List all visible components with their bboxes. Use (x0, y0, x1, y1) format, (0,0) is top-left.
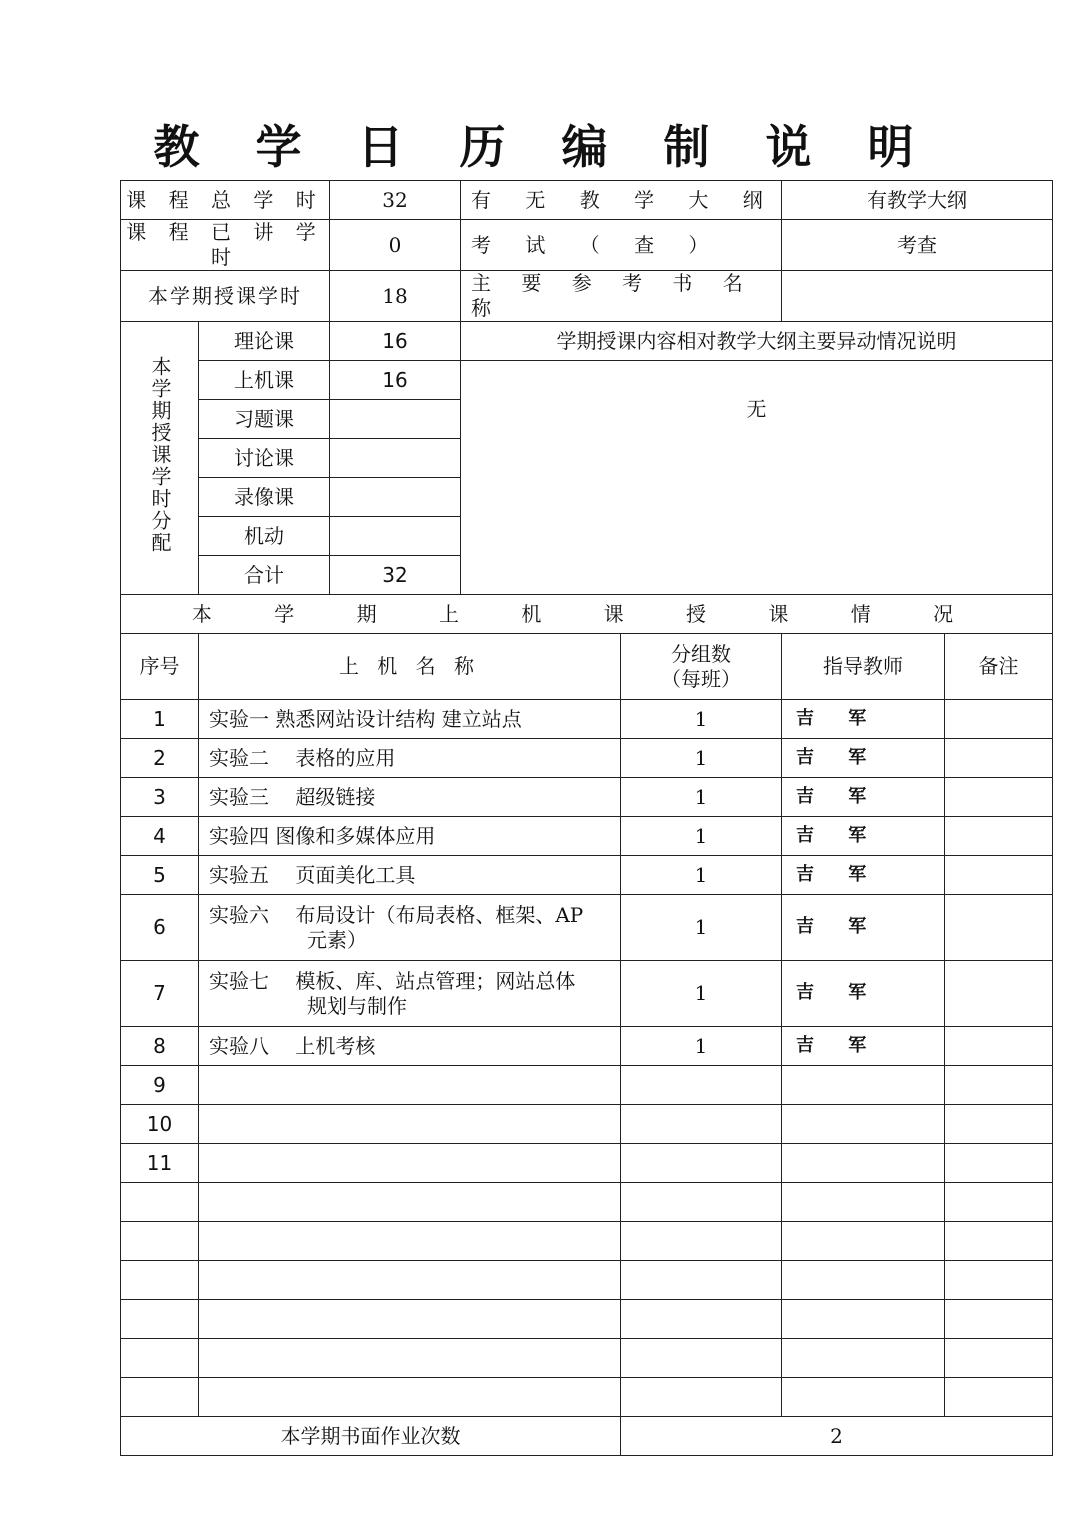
lab-row-note (945, 1027, 1053, 1066)
lab-row-note (945, 700, 1053, 739)
lab-row-teacher (782, 1222, 945, 1261)
lab-row-name-line1: 实验七 模板、库、站点管理；网站总体 (209, 968, 576, 993)
lab-row (121, 778, 1053, 817)
lab-row-note (945, 1339, 1053, 1378)
lab-row-note (945, 1300, 1053, 1339)
lab-row-teacher (782, 1183, 945, 1222)
lab-row-teacher: 吉 军 (782, 700, 945, 739)
header-groups-line2: （每班） (661, 666, 741, 691)
lab-row-note (945, 1261, 1053, 1300)
lab-section-row (121, 595, 1053, 634)
reference-label: 主 要 参 考 书 名 称 (461, 271, 782, 322)
teaching-calendar-table (120, 180, 1053, 1456)
lab-row-no (121, 1222, 199, 1261)
lab-row-name (199, 895, 621, 961)
allocation-value (330, 400, 461, 439)
allocation-label: 机动 (199, 517, 330, 556)
lab-row-no (121, 1378, 199, 1417)
lab-row-groups: 1 (621, 961, 782, 1027)
homework-row (121, 1417, 1053, 1456)
exam-value: 考查 (782, 220, 1053, 271)
lab-row-name (199, 1066, 621, 1105)
lab-row-no: 6 (121, 895, 199, 961)
lab-row-no: 7 (121, 961, 199, 1027)
lab-row (121, 1144, 1053, 1183)
lab-row-name-line1: 实验三 超级链接 (209, 784, 376, 809)
lab-row (121, 817, 1053, 856)
lab-row (121, 895, 1053, 961)
exam-label: 考 试 （ 查 ） (461, 220, 782, 271)
lab-row-note (945, 1144, 1053, 1183)
taught-hours-label: 课 程 已 讲 学 时 (121, 220, 330, 271)
lab-row-teacher (782, 1144, 945, 1183)
allocation-label: 讨论课 (199, 439, 330, 478)
allocation-label: 上机课 (199, 361, 330, 400)
total-hours-value: 32 (330, 181, 461, 220)
info-row-taught (121, 220, 1053, 271)
lab-row-no: 2 (121, 739, 199, 778)
lab-row-teacher (782, 1339, 945, 1378)
taught-hours-value: 0 (330, 220, 461, 271)
lab-row-no (121, 1261, 199, 1300)
lab-row (121, 856, 1053, 895)
lab-row-name (199, 817, 621, 856)
lab-row-no: 4 (121, 817, 199, 856)
lab-row-name (199, 856, 621, 895)
lab-row-teacher: 吉 军 (782, 1027, 945, 1066)
homework-value: 2 (621, 1417, 1053, 1456)
allocation-row (121, 322, 1053, 361)
allocation-value (330, 478, 461, 517)
lab-row-groups: 1 (621, 817, 782, 856)
lab-row-no: 8 (121, 1027, 199, 1066)
lab-row-name (199, 1222, 621, 1261)
info-row-total (121, 181, 1053, 220)
lab-row-teacher (782, 1378, 945, 1417)
homework-label: 本学期书面作业次数 (121, 1417, 621, 1456)
lab-row-note (945, 1378, 1053, 1417)
lab-row-name (199, 700, 621, 739)
allocation-row (121, 361, 1053, 400)
header-teacher: 指导教师 (782, 634, 945, 700)
lab-row-no: 11 (121, 1144, 199, 1183)
allocation-side-text: 本学期授课学时分配 (148, 356, 172, 554)
lab-row-groups: 1 (621, 778, 782, 817)
syllabus-label: 有 无 教 学 大 纲 (461, 181, 782, 220)
lab-row-no: 1 (121, 700, 199, 739)
lab-row (121, 961, 1053, 1027)
lab-row-groups (621, 1105, 782, 1144)
lab-row-name (199, 1183, 621, 1222)
lab-section-title: 本 学 期 上 机 课 授 课 情 况 (121, 595, 1053, 634)
lab-row-teacher: 吉 军 (782, 895, 945, 961)
lab-row-teacher (782, 1261, 945, 1300)
lab-row (121, 739, 1053, 778)
term-hours-value: 18 (330, 271, 461, 322)
allocation-value: 16 (330, 361, 461, 400)
lab-row-note (945, 1222, 1053, 1261)
lab-row-no (121, 1183, 199, 1222)
lab-row-name-line1: 实验一 熟悉网站设计结构 建立站点 (209, 706, 522, 731)
lab-row (121, 1105, 1053, 1144)
lab-row-groups (621, 1144, 782, 1183)
lab-row-no (121, 1300, 199, 1339)
lab-row-teacher: 吉 军 (782, 778, 945, 817)
header-note: 备注 (945, 634, 1053, 700)
lab-row-note (945, 961, 1053, 1027)
lab-row-teacher (782, 1105, 945, 1144)
lab-row-no: 3 (121, 778, 199, 817)
lab-row-note (945, 895, 1053, 961)
lab-row-groups (621, 1261, 782, 1300)
reference-value (782, 271, 1053, 322)
allocation-value (330, 517, 461, 556)
lab-row (121, 1378, 1053, 1417)
allocation-value: 16 (330, 322, 461, 361)
lab-row-teacher (782, 1300, 945, 1339)
lab-row-no: 10 (121, 1105, 199, 1144)
lab-row-note (945, 1066, 1053, 1105)
lab-row-note (945, 817, 1053, 856)
lab-row-name-line1: 实验二 表格的应用 (209, 745, 396, 770)
lab-row-note (945, 1183, 1053, 1222)
allocation-side-label (121, 322, 199, 595)
lab-row-groups: 1 (621, 895, 782, 961)
total-hours-label: 课 程 总 学 时 (121, 181, 330, 220)
lab-row-groups (621, 1066, 782, 1105)
lab-row-teacher: 吉 军 (782, 856, 945, 895)
lab-row-name-line2: 元素） (307, 927, 367, 952)
lab-row-note (945, 778, 1053, 817)
lab-row-teacher: 吉 军 (782, 739, 945, 778)
lab-row-groups (621, 1339, 782, 1378)
lab-row-name (199, 1300, 621, 1339)
header-groups (621, 634, 782, 700)
change-value: 无 (461, 361, 1053, 595)
allocation-label: 录像课 (199, 478, 330, 517)
lab-row-name (199, 1027, 621, 1066)
lab-row (121, 1027, 1053, 1066)
lab-row-groups: 1 (621, 739, 782, 778)
lab-row-groups (621, 1300, 782, 1339)
allocation-label: 合计 (199, 556, 330, 595)
lab-row (121, 1300, 1053, 1339)
page-title: 教 学 日 历 编 制 说 明 (153, 120, 934, 174)
lab-row-note (945, 856, 1053, 895)
lab-row-name-line1: 实验八 上机考核 (209, 1033, 376, 1058)
lab-row-teacher: 吉 军 (782, 961, 945, 1027)
lab-row-groups (621, 1222, 782, 1261)
lab-row (121, 700, 1053, 739)
lab-row-teacher (782, 1066, 945, 1105)
lab-row-name-line1: 实验四 图像和多媒体应用 (209, 823, 436, 848)
syllabus-value: 有教学大纲 (782, 181, 1053, 220)
lab-row-name (199, 1105, 621, 1144)
lab-row-groups (621, 1378, 782, 1417)
lab-row-no: 9 (121, 1066, 199, 1105)
lab-row-no (121, 1339, 199, 1378)
info-row-term (121, 271, 1053, 322)
lab-row-name (199, 961, 621, 1027)
lab-row-name (199, 778, 621, 817)
change-header: 学期授课内容相对教学大纲主要异动情况说明 (461, 322, 1053, 361)
lab-row-name (199, 739, 621, 778)
header-no: 序号 (121, 634, 199, 700)
lab-row-groups (621, 1183, 782, 1222)
lab-row-name (199, 1339, 621, 1378)
lab-row-groups: 1 (621, 856, 782, 895)
lab-row (121, 1066, 1053, 1105)
lab-row-name-line1: 实验六 布局设计（布局表格、框架、AP (209, 902, 584, 927)
header-name: 上 机 名 称 (199, 634, 621, 700)
allocation-label: 习题课 (199, 400, 330, 439)
lab-row-note (945, 739, 1053, 778)
allocation-label: 理论课 (199, 322, 330, 361)
lab-row-name-line1: 实验五 页面美化工具 (209, 862, 416, 887)
lab-row-teacher: 吉 军 (782, 817, 945, 856)
lab-row (121, 1222, 1053, 1261)
lab-row-name (199, 1378, 621, 1417)
header-groups-line1: 分组数 (671, 641, 731, 666)
term-hours-label: 本学期授课学时 (121, 271, 330, 322)
lab-header-row (121, 634, 1053, 700)
allocation-value (330, 439, 461, 478)
lab-row (121, 1339, 1053, 1378)
lab-row-name-line2: 规划与制作 (307, 993, 407, 1018)
lab-row-name (199, 1261, 621, 1300)
lab-row-groups: 1 (621, 700, 782, 739)
allocation-value: 32 (330, 556, 461, 595)
lab-row-groups: 1 (621, 1027, 782, 1066)
lab-row-note (945, 1105, 1053, 1144)
lab-row-no: 5 (121, 856, 199, 895)
lab-row (121, 1261, 1053, 1300)
lab-row (121, 1183, 1053, 1222)
lab-row-name (199, 1144, 621, 1183)
